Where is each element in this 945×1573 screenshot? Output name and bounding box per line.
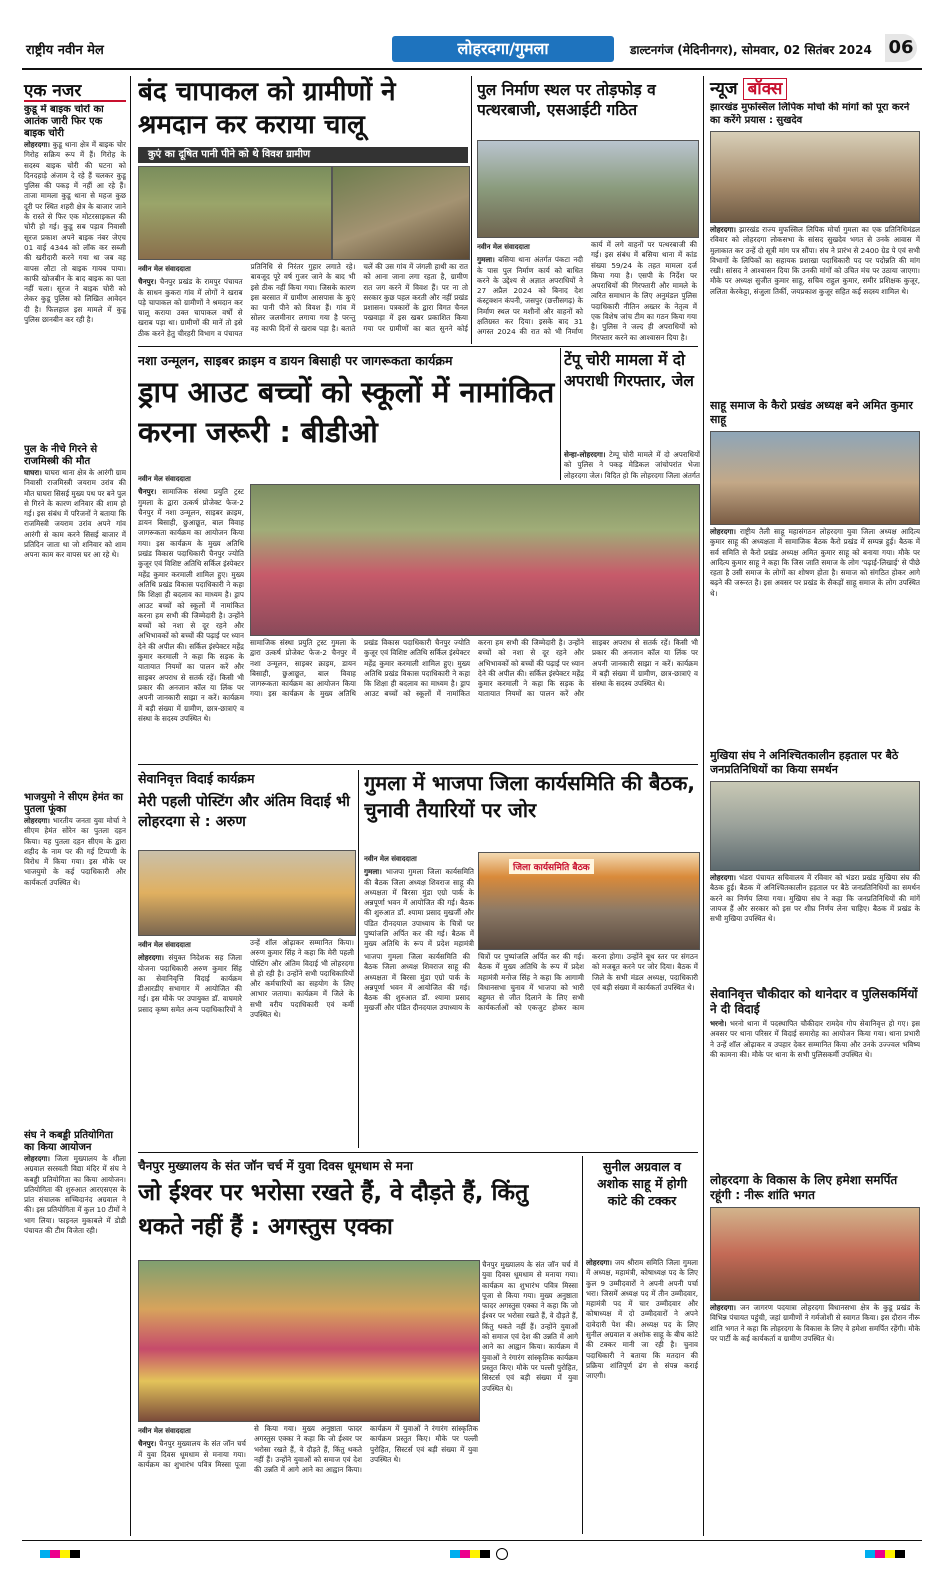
left-column-divider (130, 76, 131, 1536)
bridge-headline: पुल निर्माण स्थल पर तोड़फोड़ व पत्थरबाजी, एसआईटी गठित (477, 81, 656, 119)
newsbox-item-3-title: मुखिया संघ ने अनिश्चितकालीन हड़ताल पर बैठे जनप्रतिनिधियों का किया समर्थन (710, 749, 899, 776)
farewell-body: नवीन मेल संवाददाता लोहरदगा। संयुक्त निदेशक सह जिला योजना पदाधिकारी अरुण कुमार सिंह का सेवानिवृत्ति विदाई कार्यक्रम डीआरडीए सभागार में आयोजित की गई। इस मौके पर उपायुक्त डॉ. वाघमारे प्रसाद कृष्ण समेत अन्य पदाधिकारियों ने उन्हें शॉल ओढ़ाकर सम्मानित किया। अरुण कुमार सिंह ने कहा कि मेरी पहली पोस्टिंग और अंतिम विदाई भी लोहरदगा से हो रही है। उन्होंने सभी पदाधिकारियों और कर्मचारियों का सहयोग के लिए आभार जताया। कार्यक्रम में जिले के सभी वरीय पदाधिकारी एवं कर्मी उपस्थित थे। (138, 938, 354, 1020)
farewell-photo (138, 850, 356, 936)
newsbox-item-2-photo (710, 431, 920, 525)
newsbox-header (710, 76, 920, 100)
divider-youth-sunil (582, 1156, 583, 1534)
left-item-3-text: लोहरदगा। भारतीय जनता युवा मोर्चा ने सीएम हेमंत सोरेन का पुतला दहन किया। यह पुतला दहन सीएम के द्वारा शहीद के नाम पर की गई टिप्पणी के विरोध में किया गया। इस मौके पर भाजयुमो के कई पदाधिकारी और कार्यकर्ता उपस्थित थे। (24, 816, 126, 887)
left-item-2-title: पुल के नीचे गिरने से राजमिस्त्री की मौत (24, 444, 98, 467)
dropout-photo (250, 484, 700, 636)
newsbox-item-1-photo (710, 131, 920, 223)
handpump-body: नवीन मेल संवाददाता चैनपुर। चैनपुर प्रखंड के रामपुर पंचायत के साधन कुकरा गांव में लोगों ने खराब पड़े चापाकल को ग्रामीणों ने श्रमदान कर चालू कराया उक्त चापाकल वर्षों से खराब पड़ा था। ग्रामीणों की मानें तो इसे ठीक करने हेतु चीरहरी विभाग व पंचायत प्रतिनिधि से निरंतर गुहार लगाते रहे। बावजूद पूरे वर्ष गुजर जाने के बाद भी इसे ठीक नहीं किया गया। जिसके कारण इस बरसात में ग्रामीण आसपास के कुएं का पानी पीने को विवश हैं। गांव में सोलर जलमीनार लगाया गया है परन्तु वह काफी दिनों से खराब पड़ा है। बताते चलें की उस गांव में जंगली हाथी का रात को आना जाना लगा रहता है, ग्रामीण रात जग करने में विवश हैं। पर ना तो सरकार कुछ पहल करती और नहीं प्रखंड प्रशासन। पत्रकारों के द्वारा विगत चैनल पखवाड़ा में इस खबर प्रकाशित किया गया पर ग्रामीणों का बात सुनने कोई (138, 262, 468, 338)
bjp-headline: गुमला में भाजपा जिला कार्यसमिति की बैठक, चुनावी तैयारियों पर जोर (364, 771, 695, 822)
newsbox-item-1-text: लोहरदगा। झारखंड राज्य मुफस्सिल लिपिक मोर्चा गुमला का एक प्रतिनिधिमंडल रविवार को लोहरदगा लोकसभा के सांसद सुखदेव भगत से उनके आवास में मुलाकात कर उन्हें दो सूत्री मांग पत्र सौंपा। संघ ने प्रारंभ से 2400 ग्रेड पे एवं सभी विभागों के लिपिकों का सहायक प्रशाखा पदाधिकारी पद पर पदोन्नति की मांग रखी। सांसद ने आश्वासन दिया कि उनकी मांगों को उचित मंच पर उठाया जाएगा। मौके पर अध्यक्ष सुजीत कुमार साहू, सचिव राहुल कुमार, समीर प्रशिक्षक कुजूर, ललिता केरकेट्टा, संजुला तिर्की, जयप्रकाश कुजूर सहित कई सदस्य शामिल थे। (710, 225, 920, 296)
newsbox-header-prefix: न्यूज (710, 79, 738, 99)
newsbox-item-4-title: सेवानिवृत्त चौकीदार को थानेदार व पुलिसकर्मियों ने दी विदाई (710, 987, 918, 1016)
registration-marks (30, 1548, 915, 1560)
sunil-headline: सुनील अग्रवाल व अशोक साहू में होगी कांटे की टक्कर (597, 1159, 687, 1208)
handpump-headline: बंद चापाकल को ग्रामीणों ने श्रमदान कर कराया चालू (138, 77, 396, 140)
newsbox-item-2-text: लोहरदगा। राष्ट्रीय तैली साहू महासंगठन लोहरदगा युवा जिला अध्यक्ष आदित्य कुमार साहू की अध्यक्षता में सामाजिक बैठक कैरो प्रखंड में सम्पन्न हुई। बैठक में सर्व समिति से कैरो प्रखंड अध्यक्ष अमित कुमार साहू को बनाया गया। मौके पर आदित्य कुमार साहू ने कहा कि जिस जाति समाज के लोग 'पढ़ाई-लिखाई' से पीछे रहता है उसी समाज के लोगों का शोषण होता है। समाज को संगठित होकर आगे बढ़ने की जरूरत है। इस अवसर पर प्रखंड के सैकड़ों साहू समाज के लोग उपस्थित थे। (710, 527, 920, 598)
left-column (24, 104, 126, 1534)
divider-right-column (703, 76, 704, 1536)
ek-nazar-title: एक नजर (24, 81, 82, 101)
youth-kicker: चैनपुर मुख्यालय के संत जॉन चर्च में युवा दिवस धूमधाम से मना (138, 1159, 413, 1173)
footer-rule (22, 1540, 922, 1541)
divider-dropout-tempu (560, 348, 561, 480)
handpump-kicker (138, 147, 468, 163)
newsbox-header-suffix: बॉक्स (743, 78, 788, 100)
bjp-photo-banner: जिला कार्यसमिति बैठक (509, 859, 594, 874)
section-banner (392, 36, 614, 62)
newsbox-item-5-text: लोहरदगा। जन जागरण पदयात्रा लोहरदगा विधानसभा क्षेत्र के कुडू प्रखंड के विभिन्न पंचायत पहुंची, जहां ग्रामीणों ने गर्मजोशी से स्वागत किया। इस दौरान नीरू शांति भगत ने कहा कि लोहरदगा के विकास के लिए वे हमेशा समर्पित रहेंगी। मौके पर पार्टी के कई कार्यकर्ता व ग्रामीण उपस्थित थे। (710, 1303, 920, 1343)
handpump-kicker-text: कुएं का दूषित पानी पीने को थे विवश ग्रामीण (148, 149, 311, 160)
paper-name: राष्ट्रीय नवीन मेल (26, 43, 104, 58)
handpump-photo-2 (332, 166, 470, 260)
divider-handpump-bridge (471, 76, 472, 344)
dropout-headline: ड्राप आउट बच्चों को स्कूलों में नामांकित करना जरूरी : बीडीओ (138, 375, 555, 449)
page-number: 06 (885, 34, 917, 62)
bridge-body: नवीन मेल संवाददाता गुमला। बसिया थाना अंतर्गत पंकटा नदी के पास पुल निर्माण कार्य को बाधित करने के उद्देश्य से अज्ञात अपराधियों ने 27 अप्रैल 2024 को बिनाद देश कंस्ट्रक्शन कंपनी, जसपुर (छत्तीसगढ़) के निर्माण स्थल पर मशीनों और वाहनों को क्षतिग्रस्त कर दिया। इसके बाद 31 अगस्त 2024 की रात को भी निर्माण कार्य में लगे वाहनों पर पत्थरबाजी की गई। इस संबंध में बसिया थाना में कांड संख्या 59/24 के तहत मामला दर्ज किया गया है। एसपी के निर्देश पर अपराधियों की गिरफ्तारी और मामले के त्वरित समाधान के लिए अनुमंडल पुलिस पदाधिकारी नीतिन अख्तर के नेतृत्व में एक विशेष जांच टीम का गठन किया गया है। पुलिस ने जल्द ही अपराधियों को गिरफ्तार करने का आश्वासन दिया है। (477, 240, 697, 342)
divider-above-dropout (138, 346, 698, 347)
bjp-byline: नवीन मेल संवाददाता (364, 855, 417, 863)
handpump-photo (138, 166, 332, 260)
newsbox-item-5-title: लोहरदगा के विकास के लिए हमेशा समर्पित रहूंगी : नीरू शांति भगत (710, 1173, 898, 1202)
newsbox-item-4-text: भरनो। भरनो थाना में पदस्थापित चौकीदार रामदेव गोप सेवानिवृत्त हो गए। इस अवसर पर थाना परिसर में विदाई समारोह का आयोजन किया गया। थाना प्रभारी ने उन्हें शॉल ओढ़ाकर व उपहार देकर सम्मानित किया और उनके उज्ज्वल भविष्य की कामना की। मौके पर थाना के सभी पुलिसकर्मी उपस्थित थे। (710, 1019, 920, 1059)
color-bar-left (40, 1550, 80, 1558)
dropout-body-bottom: सामाजिक संस्था प्रयुति ट्रस्ट गुमला के द्वारा उत्कर्ष प्रोजेक्ट फेज-2 चैनपुर में नशा उन्मूलन, साइबर क्राइम, डायन बिसाही, छुआछूत, बाल विवाह जागरूकता कार्यक्रम का आयोजन किया गया। इस कार्यक्रम के मुख्य अतिथि प्रखंड विकास पदाधिकारी चैनपुर ज्योति कुजूर एवं विशिष्ट अतिथि सर्किल इंस्पेक्टर महेंद्र कुमार करमाली शामिल हुए। मुख्य अतिथि प्रखंड विकास पदाधिकारी ने कहा कि शिक्षा ही बदलाव का माध्यम है। ड्राप आउट बच्चों को स्कूलों में नामांकित करना हम सभी की जिम्मेदारी है। उन्होंने बच्चों को नशा से दूर रहने और अभिभावकों को बच्चों की पढ़ाई पर ध्यान देने की अपील की। सर्किल इंस्पेक्टर महेंद्र कुमार करमाली ने कहा कि सड़क के यातायात नियमों का पालन करें और साइबर अपराध से सतर्क रहें। किसी भी प्रकार की अनजान कॉल या लिंक पर अपनी जानकारी साझा न करें। कार्यक्रम में बड़ी संख्या में ग्रामीण, छात्र-छात्राएं व संस्था के सदस्य उपस्थित थे। (250, 638, 698, 699)
register-mark-icon (496, 1548, 508, 1560)
farewell-byline: नवीन मेल संवाददाता (138, 941, 191, 949)
dropout-kicker: नशा उन्मूलन, साइबर क्राइम व डायन बिसाही पर जागरूकता कार्यक्रम (138, 353, 453, 368)
newsbox-item-2-title: साहू समाज के कैरो प्रखंड अध्यक्ष बने अमित कुमार साहू (710, 399, 913, 426)
masthead-rule (22, 68, 922, 70)
left-item-2-text: घाघरा। घाघरा थाना क्षेत्र के आरंगी ग्राम निवासी राजमिस्त्री जयराम उरांव की मौत घाघरा सिसई मुख्य पथ पर बने पुल से गिरने के कारण शनिवार की शाम हो गई। इस संबंध में परिजनों ने बताया कि राजमिस्त्री जयराम उरांव अपने गांव आरंगी से काम करने सिसई बाजार में प्रतिदिन जाता था जो शनिवार को शाम अपना काम कर वापस घर आ रहे थे। (24, 468, 126, 560)
bjp-body-left: नवीन मेल संवाददाता गुमला। भाजपा गुमला जिला कार्यसमिति की बैठक जिला अध्यक्ष शिवराज साहू की अध्यक्षता में बिरसा मुंडा एग्रो पार्क के अन्नपूर्णा भवन में आयोजित की गई। बैठक की शुरुआत डॉ. श्यामा प्रसाद मुखर्जी और पंडित दीनदयाल उपाध्याय के चित्रों पर पुष्पांजलि अर्पित कर की गई। बैठक में मुख्य अतिथि के रूप में प्रदेश महामंत्री (364, 855, 474, 949)
divider-above-farewell (138, 764, 698, 765)
left-item-4-text: लोहरदगा। जिला मुख्यालय के शीला अग्रवाल सरस्वती विद्या मंदिर में संघ ने कबड्डी प्रतियोगिता का किया आयोजन। प्रतियोगिता की शुरुआत आरएसएस के प्रांत संचालक सच्चिदानंद अग्रवाल ने की। इस प्रतियोगिता में कुल 10 टीमों ने भाग लिया। फाइनल मुकाबले में डोडी पंचायत की टीम विजेता रही। (24, 1154, 126, 1236)
left-item-3-title: भाजयुमो ने सीएम हेमंत का पुतला फूंका (24, 792, 124, 815)
youth-body-right: चैनपुर मुख्यालय के संत जॉन चर्च में युवा दिवस धूमधाम से मनाया गया। कार्यक्रम का शुभारंभ पवित्र मिस्सा पूजा से किया गया। मुख्य अनुष्ठाता फादर अगस्तुस एक्का ने कहा कि जो ईश्वर पर भरोसा रखते हैं, वे दौड़ते हैं, किंतु थकते नहीं हैं। उन्होंने युवाओं को समाज एवं देश की उन्नति में आगे आने का आह्वान किया। कार्यक्रम में युवाओं ने रंगारंग सांस्कृतिक कार्यक्रम प्रस्तुत किए। मौके पर पल्ली पुरोहित, सिस्टर्स एवं बड़ी संख्या में युवा उपस्थित थे। (482, 1260, 578, 1393)
bjp-body-bottom: भाजपा गुमला जिला कार्यसमिति की बैठक जिला अध्यक्ष शिवराज साहू की अध्यक्षता में बिरसा मुंडा एग्रो पार्क के अन्नपूर्णा भवन में आयोजित की गई। बैठक की शुरुआत डॉ. श्यामा प्रसाद मुखर्जी और पंडित दीनदयाल उपाध्याय के चित्रों पर पुष्पांजलि अर्पित कर की गई। बैठक में मुख्य अतिथि के रूप में प्रदेश महामंत्री मनोज सिंह ने कहा कि आगामी विधानसभा चुनाव में भाजपा को भारी बहुमत से जीत दिलाने के लिए सभी कार्यकर्ताओं को एकजुट होकर काम करना होगा। उन्होंने बूथ स्तर पर संगठन को मजबूत करने पर जोर दिया। बैठक में जिले के सभी मंडल अध्यक्ष, पदाधिकारी एवं बड़ी संख्या में कार्यकर्ता उपस्थित थे। (364, 952, 698, 1013)
left-item-4-title: संघ ने कबड्डी प्रतियोगिता का किया आयोजन (24, 1130, 113, 1153)
newsbox-item-5-photo (710, 1207, 920, 1301)
farewell-headline: मेरी पहली पोस्टिंग और अंतिम विदाई भी लोहरदगा से : अरुण (138, 794, 350, 830)
bjp-photo (478, 852, 700, 950)
tempu-headline: टेंपू चोरी मामला में दो अपराधी गिरफ्तार, जेल (564, 351, 694, 390)
tempu-body: सेन्हा-लोहरदगा। टेम्पू चोरी मामले में दो अपराधियों को पुलिस ने पकड़ मेडिकल जांचोपरांत भेजा लोहरदगा जेल। विदित हो कि लोहरदगा जिला अंतर्गत (564, 450, 700, 480)
newsbox-item-1-title: झारखंड मुफस्सिल लिपिक मोर्चा की मांगों को पूरा करने का करेंगे प्रयास : सुखदेव (710, 102, 910, 126)
masthead (22, 34, 922, 66)
newsbox (710, 102, 920, 1534)
youth-body: नवीन मेल संवाददाता चैनपुर। चैनपुर मुख्यालय के संत जॉन चर्च में युवा दिवस धूमधाम से मनाया गया। कार्यक्रम का शुभारंभ पवित्र मिस्सा पूजा से किया गया। मुख्य अनुष्ठाता फादर अगस्तुस एक्का ने कहा कि जो ईश्वर पर भरोसा रखते हैं, वे दौड़ते हैं, किंतु थकते नहीं हैं। उन्होंने युवाओं को समाज एवं देश की उन्नति में आगे आने का आह्वान किया। कार्यक्रम में युवाओं ने रंगारंग सांस्कृतिक कार्यक्रम प्रस्तुत किए। मौके पर पल्ली पुरोहित, सिस्टर्स एवं बड़ी संख्या में युवा उपस्थित थे। (138, 1424, 478, 1475)
newsbox-item-3-text: लोहरदगा। भंडरा पंचायत सचिवालय में रविवार को भंडरा प्रखंड मुखिया संघ की बैठक हुई। बैठक में अनिश्चितकालीन हड़ताल पर बैठे जनप्रतिनिधियों का समर्थन करने का निर्णय लिया गया। मुखिया संघ ने कहा कि जनप्रतिनिधियों की मांगें जायज हैं और सरकार को इस पर शीघ्र निर्णय लेना चाहिए। बैठक में प्रखंड के सभी मुखिया उपस्थित थे। (710, 873, 920, 924)
dropout-byline: नवीन मेल संवाददाता (138, 475, 191, 483)
handpump-byline: नवीन मेल संवाददाता (138, 265, 191, 273)
bridge-photo (477, 140, 699, 238)
ek-nazar-header (24, 78, 126, 102)
youth-byline: नवीन मेल संवाददाता (138, 1427, 191, 1435)
farewell-kicker: सेवानिवृत्त विदाई कार्यक्रम (138, 771, 255, 786)
divider-farewell-bjp (358, 770, 359, 1148)
newsbox-item-3-photo (710, 781, 920, 871)
left-item-1-title: कुडू में बाइक चोरों का आतंक जारी फिर एक बाइक चोरी (24, 104, 104, 139)
left-item-1-text: लोहरदगा। कुडू थाना क्षेत्र में बाइक चोर गिरोह सक्रिय रूप में हैं। गिरोह के सदस्य बाइक चोरी की घटना को दिनदहाड़े अंजाम दे रहे हैं चलकर कुडू पुलिस की पकड़ में नहीं आ रहे हैं। ताजा मामला कुडू थाना से महज कुछ दूरी पर स्थित शहरी क्षेत्र के बाजार जाने के रास्ते से फिर एक मोटरसाइकल की चोरी हो गई। कुडू सब पड़ाव निवासी सूरज प्रकाश अपने बाइक नंबर जेएच 01 वाई 4344 को लॉक कर सब्जी की खरीदारी करने गया था जब वह वापस लौटा तो बाइक गायब पाया। काफी खोजबीन के बाद बाइक का पता नहीं चला। सूरज ने बाइक चोरी को लेकर कुडू पुलिस को लिखित आवेदन दी है। फिलहाल इस मामले में कुडू पुलिस छानबीन कर रही है। (24, 140, 126, 325)
dropout-body-left: नवीन मेल संवाददाता चैनपुर। सामाजिक संस्था प्रयुति ट्रस्ट गुमला के द्वारा उत्कर्ष प्रोजेक्ट फेज-2 चैनपुर में नशा उन्मूलन, साइबर क्राइम, डायन बिसाही, छुआछूत, बाल विवाह जागरूकता कार्यक्रम का आयोजन किया गया। इस कार्यक्रम के मुख्य अतिथि प्रखंड विकास पदाधिकारी चैनपुर ज्योति कुजूर एवं विशिष्ट अतिथि सर्किल इंस्पेक्टर महेंद्र कुमार करमाली शामिल हुए। मुख्य अतिथि प्रखंड विकास पदाधिकारी ने कहा कि शिक्षा ही बदलाव का माध्यम है। ड्राप आउट बच्चों को स्कूलों में नामांकित करना हम सभी की जिम्मेदारी है। उन्होंने बच्चों को नशा से दूर रहने और अभिभावकों को बच्चों की पढ़ाई पर ध्यान देने की अपील की। सर्किल इंस्पेक्टर महेंद्र कुमार करमाली ने कहा कि सड़क के यातायात नियमों का पालन करें और साइबर अपराध से सतर्क रहें। किसी भी प्रकार की अनजान कॉल या लिंक पर अपनी जानकारी साझा न करें। कार्यक्रम में बड़ी संख्या में ग्रामीण, छात्र-छात्राएं व संस्था के सदस्य उपस्थित थे। (138, 475, 244, 723)
divider-above-youth (138, 1152, 698, 1153)
youth-headline: जो ईश्वर पर भरोसा रखते हैं, वे दौड़ते हैं, किंतु थकते नहीं हैं : अगस्तुस एक्का (138, 1180, 529, 1240)
section-title: लोहरदगा/गुमला (457, 39, 549, 58)
color-bar-right (865, 1550, 905, 1558)
youth-photo (138, 1260, 480, 1422)
edition-date: डाल्टनगंज (मेदिनीनगर), सोमवार, 02 सितंबर 2024 (630, 43, 872, 57)
bridge-byline: नवीन मेल संवाददाता (477, 243, 530, 251)
sunil-body: लोहरदगा। जय श्रीराम समिति जिला गुमला में अध्यक्ष, महामंत्री, कोषाध्यक्ष पद के लिए कुल 9 उम्मीदवारों ने अपनी अपनी पर्चा भरा। जिसमें अध्यक्ष पद में तीन उम्मीदवार, महामंत्री पद में चार उम्मीदवार और कोषाध्यक्ष में दो उम्मीदवारों ने अपने दावेदारी पेश की। अध्यक्ष पद के लिए सुनील अग्रवाल व अशोक साहू के बीच कांटे की टक्कर मानी जा रही है। चुनाव पदाधिकारी ने बताया कि मतदान की प्रक्रिया शांतिपूर्ण ढंग से संपन्न कराई जाएगी। (586, 1258, 698, 1381)
color-bar-center (450, 1550, 490, 1558)
